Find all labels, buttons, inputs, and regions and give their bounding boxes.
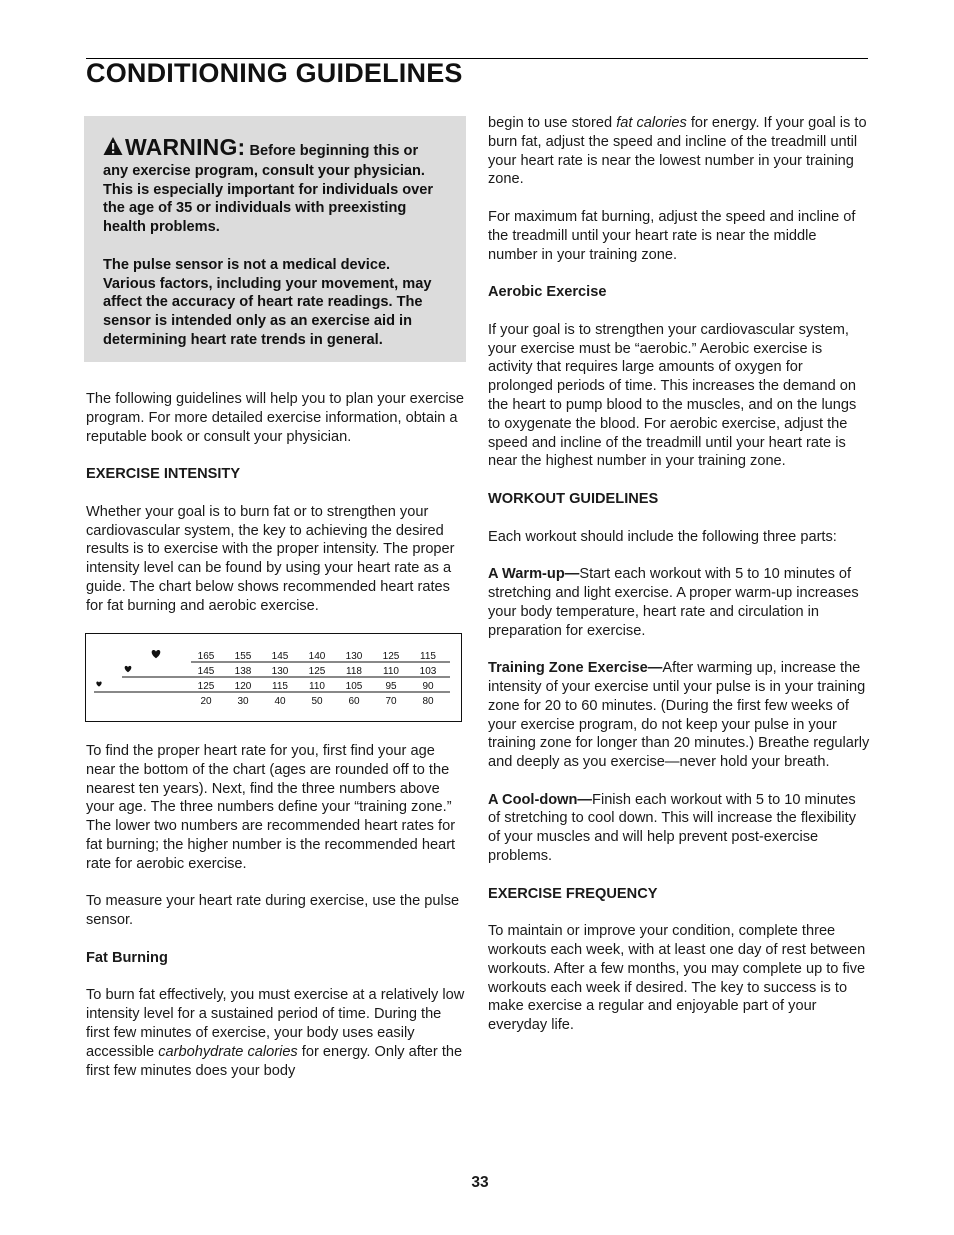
heart-small-icon bbox=[96, 682, 101, 687]
aerobic-paragraph: If your goal is to strengthen your cardiovascular system, your exercise must be “aerobic.” Aerobic exercise is activity that requires large amounts of oxygen for prolonged periods of time. This increases the demand on the heart to pump blood to the muscles, and on the lungs to oxygenate the blood. For aerobic exercise, adjust the speed and incline of the treadmill until your heart rate is near the highest number in your training zone. bbox=[488, 321, 857, 470]
chart-value: 140 bbox=[308, 651, 326, 662]
chart-value: 138 bbox=[234, 666, 252, 677]
warning-paragraph-2: The pulse sensor is not a medical device. Various factors, including your movement, may affect the accuracy of heart rate readings. The sensor is intended only as an exercise aid in determining heart rate trends in general. bbox=[103, 256, 432, 348]
chart-value: 145 bbox=[271, 651, 289, 662]
warmup-label: A Warm-up— bbox=[488, 566, 580, 583]
cooldown-label: A Cool-down— bbox=[488, 791, 593, 808]
chart-age-label: 60 bbox=[348, 696, 360, 707]
chart-value: 90 bbox=[422, 681, 434, 692]
warmup-paragraph bbox=[488, 565, 870, 640]
workout-intro-paragraph: Each workout should include the following three parts: bbox=[488, 528, 837, 545]
chart-age-label: 70 bbox=[385, 696, 397, 707]
find-rate-paragraph: To find the proper heart rate for you, first find your age near the bottom of the chart (ages are rounded off to the nearest ten years). Next, find the three numbers above your age. The three numbers define your “training zone.” The lower two numbers are recommended heart rates for fat burning; the higher number is the recommended heart rate for aerobic exercise. bbox=[86, 743, 456, 872]
cont-text-a: begin to use stored bbox=[488, 115, 617, 131]
chart-age-label: 80 bbox=[422, 696, 434, 707]
fat-text-em: carbohydrate calories bbox=[158, 1043, 298, 1060]
aerobic-heading: Aerobic Exercise bbox=[488, 284, 607, 301]
chart-value: 145 bbox=[197, 666, 215, 677]
training-zone-paragraph bbox=[488, 659, 870, 772]
chart-value: 110 bbox=[383, 666, 399, 677]
left-column bbox=[86, 390, 467, 634]
heart-rate-chart-svg bbox=[86, 634, 463, 723]
left-column-lower bbox=[86, 742, 467, 1099]
warning-text-1: Before beginning this or any exercise program, consult your physician. This is especially important for individuals over the age of 35 or individuals with preexisting health problems. bbox=[103, 143, 434, 236]
warning-paragraph-1 bbox=[103, 136, 442, 237]
training-zone-label: Training Zone Exercise— bbox=[488, 660, 663, 677]
warmup-text: Start each workout with 5 to 10 minutes of stretching and light exercise. A proper warm-up increases your body temperature, heart rate and circulation in preparation for exercise. bbox=[488, 566, 859, 639]
chart-value: 120 bbox=[234, 681, 252, 692]
cooldown-text: Finish each workout with 5 to 10 minutes of stretching to cool down. This will increase the flexibility of your muscles and will help prevent post-exercise problems. bbox=[488, 791, 856, 865]
chart-age-label: 50 bbox=[311, 696, 323, 707]
chart-value: 118 bbox=[346, 666, 362, 677]
chart-age-label: 30 bbox=[237, 696, 249, 707]
chart-value: 130 bbox=[271, 666, 289, 677]
frequency-paragraph: To maintain or improve your condition, complete three workouts each week, with at least one day of rest between workouts. After a few months, you may complete up to five workouts each week if desired. The key to success is to make exercise a regular and enjoyable part of your everyday life. bbox=[488, 923, 866, 1034]
fat-text-a: To burn fat effectively, you must exercise at a relatively low intensity level for a sustained period of time. During the first few minutes of exercise, your body uses easily accessible bbox=[86, 987, 465, 1060]
chart-value: 155 bbox=[234, 651, 252, 662]
chart-value: 103 bbox=[419, 666, 437, 677]
cont-text-em: fat calories bbox=[616, 115, 687, 131]
right-column bbox=[488, 114, 870, 1054]
cooldown-paragraph bbox=[488, 791, 870, 866]
training-zone-text: After warming up, increase the intensity of your exercise until your pulse is in your training zone for 20 to 60 minutes. (During the first few weeks of your exercise program, do not keep your pulse in your training zone for longer than 20 minutes.) Breathe regularly and deeply as you exercise—never hold your breath. bbox=[488, 660, 870, 771]
workout-guidelines-heading: WORKOUT GUIDELINES bbox=[488, 490, 659, 507]
intensity-paragraph: Whether your goal is to burn fat or to strengthen your cardiovascular system, the key to achieving the desired results is to exercise with the proper intensity. The proper intensity level can be found by using your heart rate as a guide. The chart below shows recommended heart rates for fat burning and aerobic exercise. bbox=[86, 503, 455, 614]
chart-value: 130 bbox=[345, 651, 363, 662]
warning-label: WARNING: bbox=[125, 134, 246, 160]
heart-rate-chart bbox=[85, 633, 462, 722]
chart-age-label: 40 bbox=[274, 696, 286, 707]
chart-value: 125 bbox=[308, 666, 326, 677]
fat-text-b: for energy. Only after the first few minutes does your body bbox=[86, 1043, 463, 1079]
exercise-frequency-heading: EXERCISE FREQUENCY bbox=[488, 885, 658, 902]
page-title: CONDITIONING GUIDELINES bbox=[86, 58, 463, 88]
warning-triangle-icon bbox=[103, 136, 123, 162]
chart-value: 105 bbox=[345, 681, 363, 692]
max-fat-paragraph: For maximum fat burning, adjust the speed and incline of the treadmill until your heart rate is near the middle number in your training zone. bbox=[488, 208, 856, 263]
chart-value: 125 bbox=[197, 681, 215, 692]
chart-value: 165 bbox=[197, 651, 215, 662]
fat-burning-paragraph bbox=[86, 986, 467, 1080]
exercise-intensity-heading: EXERCISE INTENSITY bbox=[86, 466, 241, 483]
page-number: 33 bbox=[471, 1174, 489, 1191]
cont-text-b: for energy. If your goal is to burn fat, adjust the speed and incline of the treadmill until your heart rate is near the lowest number in your training zone. bbox=[488, 115, 867, 188]
heart-medium-icon bbox=[125, 666, 132, 672]
chart-value: 115 bbox=[272, 681, 288, 692]
warning-box bbox=[84, 116, 466, 362]
chart-value: 125 bbox=[382, 651, 400, 662]
chart-value: 110 bbox=[309, 681, 325, 692]
chart-value: 95 bbox=[385, 681, 397, 692]
intro-paragraph: The following guidelines will help you to plan your exercise program. For more detailed exercise information, obtain a reputable book or consult your physician. bbox=[86, 391, 465, 445]
continued-paragraph bbox=[488, 114, 870, 189]
heart-large-icon bbox=[152, 650, 161, 658]
chart-age-label: 20 bbox=[200, 696, 212, 707]
chart-value: 115 bbox=[420, 651, 436, 662]
fat-burning-heading: Fat Burning bbox=[86, 949, 168, 966]
measure-paragraph: To measure your heart rate during exercise, use the pulse sensor. bbox=[86, 893, 460, 929]
